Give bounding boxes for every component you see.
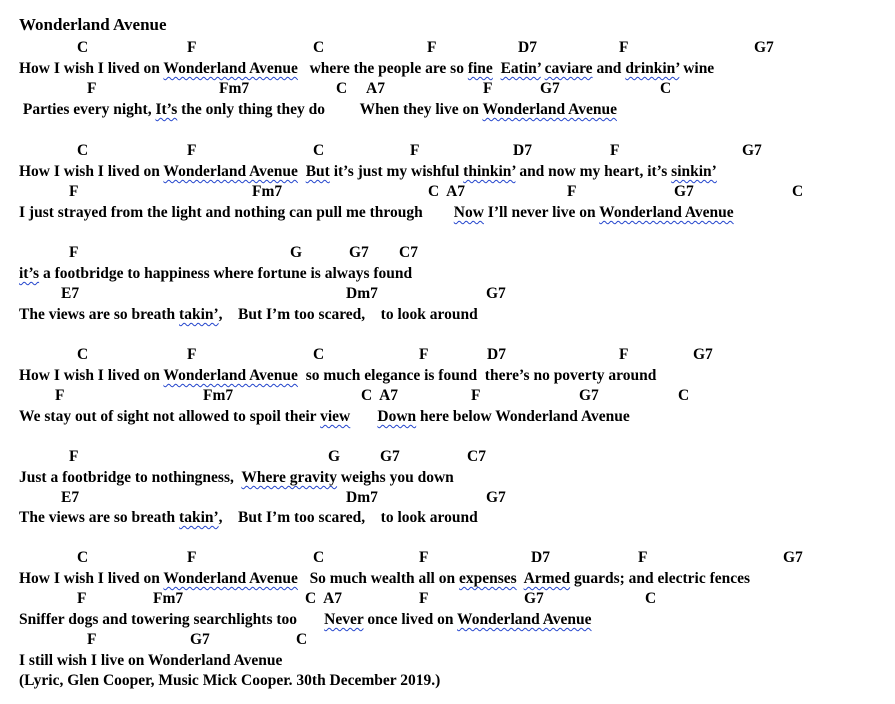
spell-flagged-word: sinkin’ — [671, 163, 717, 180]
lyric-line — [19, 366, 889, 385]
lyric-line — [19, 651, 889, 670]
chord-symbol: C — [77, 142, 89, 159]
chord-symbol: F — [87, 631, 97, 648]
lyric-line — [19, 407, 889, 426]
chord-symbol: F — [471, 387, 481, 404]
chord-symbol: G7 — [349, 244, 369, 261]
spell-flagged-word: thinkin’ — [463, 163, 516, 180]
chord-line — [19, 386, 889, 405]
lyric-text: and now my heart, it’s — [515, 163, 672, 180]
chord-symbol: C — [313, 39, 325, 56]
spell-flagged-word: Where gravity — [241, 469, 338, 486]
spell-flagged-word: caviare — [544, 60, 593, 77]
chord-symbol: F — [419, 346, 429, 363]
lyric-line — [19, 610, 889, 629]
lyric-text — [517, 570, 524, 587]
chord-symbol: Fm7 — [219, 80, 250, 97]
spell-flagged-word: Wonderland Avenue — [457, 611, 592, 628]
chord-symbol: F — [87, 80, 97, 97]
chord-symbol: F — [69, 183, 79, 200]
chord-symbol: C7 — [399, 244, 418, 261]
chord-line — [19, 589, 889, 608]
chord-symbol: C — [77, 549, 89, 566]
lyric-text: here below Wonderland Avenue — [416, 408, 630, 425]
chord-symbol: F — [427, 39, 437, 56]
lyric-line — [19, 305, 889, 324]
lyric-line — [19, 100, 889, 119]
spell-flagged-word: takin’ — [179, 306, 219, 323]
lyric-text: (Lyric, Glen Cooper, Music Mick Cooper. 30th December 2019.) — [19, 672, 441, 689]
chord-line — [19, 488, 889, 507]
lyric-line — [19, 671, 889, 690]
lyric-text: Sniffer dogs and towering searchlights too — [19, 611, 325, 628]
lyric-text: where the people are so — [297, 60, 468, 77]
chord-symbol: F — [187, 142, 197, 159]
lyric-line — [19, 59, 889, 78]
lyric-text: weighs you down — [337, 469, 454, 486]
lyric-line — [19, 264, 889, 283]
lyric-text: The views are so breath — [19, 306, 180, 323]
spell-flagged-word: takin’ — [179, 509, 219, 526]
chord-symbol: G7 — [540, 80, 560, 97]
chord-symbol: F — [187, 39, 197, 56]
song-title: Wonderland Avenue — [19, 15, 167, 34]
chord-line — [19, 284, 889, 303]
chord-symbol: F — [69, 448, 79, 465]
lyric-text: Parties every night, — [19, 101, 156, 118]
spell-flagged-word: Now — [453, 204, 484, 221]
chord-symbol: G7 — [783, 549, 803, 566]
chord-symbol: F — [567, 183, 577, 200]
chord-symbol: C — [678, 387, 690, 404]
chord-symbol: C — [313, 142, 325, 159]
lyric-text: guards; and electric fences — [570, 570, 751, 587]
chord-symbol: G7 — [380, 448, 400, 465]
chord-symbol: F — [610, 142, 620, 159]
chord-symbol: Dm7 — [346, 489, 378, 506]
chord-symbol: F — [483, 80, 493, 97]
chord-symbol: F — [419, 590, 429, 607]
spell-flagged-word: Eatin’ — [500, 60, 541, 77]
lyric-text: How I wish I lived on — [19, 60, 164, 77]
chord-line — [19, 243, 889, 262]
chord-line — [19, 345, 889, 364]
chord-symbol: G7 — [486, 285, 506, 302]
chord-symbol: C A7 — [428, 183, 466, 200]
chord-symbol: C7 — [467, 448, 486, 465]
chord-symbol: G7 — [742, 142, 762, 159]
spell-flagged-word: Down — [377, 408, 417, 425]
chord-symbol: C — [792, 183, 804, 200]
spell-flagged-word: drinkin’ — [625, 60, 680, 77]
lyric-text: I still wish I live on Wonderland Avenue — [19, 652, 283, 669]
chord-symbol: C — [313, 549, 325, 566]
lyric-text: I’ll never live on — [483, 204, 600, 221]
chord-symbol: E7 — [61, 285, 80, 302]
chord-symbol: C — [77, 346, 89, 363]
chord-symbol: G7 — [579, 387, 599, 404]
chord-line — [19, 141, 889, 160]
spell-flagged-word: Never — [324, 611, 364, 628]
chord-symbol: Fm7 — [203, 387, 234, 404]
spell-flagged-word: Wonderland Avenue — [482, 101, 617, 118]
spell-flagged-word: it’s — [19, 265, 40, 282]
lyric-text: it’s just my wishful — [329, 163, 464, 180]
lyric-text: a footbridge to happiness where fortune is always found — [39, 265, 413, 282]
chord-symbol: E7 — [61, 489, 80, 506]
lyric-text: How I wish I lived on — [19, 367, 164, 384]
chord-symbol: F — [55, 387, 65, 404]
chord-symbol: Fm7 — [153, 590, 184, 607]
spell-flagged-word: Wonderland Avenue — [163, 60, 298, 77]
lyric-text: and — [592, 60, 626, 77]
chord-line — [19, 79, 889, 98]
chord-symbol: F — [419, 549, 429, 566]
spell-flagged-word: It’s — [155, 101, 178, 118]
spell-flagged-word: Wonderland Avenue — [599, 204, 734, 221]
chord-symbol: G7 — [190, 631, 210, 648]
chord-symbol: G7 — [754, 39, 774, 56]
chord-symbol: F — [77, 590, 87, 607]
spell-flagged-word: view — [320, 408, 351, 425]
lyric-text: the only thing they do When they live on — [177, 101, 483, 118]
chord-symbol: G — [290, 244, 303, 261]
lyric-text — [298, 163, 306, 180]
lyric-line — [19, 162, 889, 181]
chord-symbol: D7 — [487, 346, 506, 363]
chord-line — [19, 182, 889, 201]
spell-flagged-word: Wonderland Avenue — [163, 570, 298, 587]
lyric-line — [19, 569, 889, 588]
chord-symbol: C — [313, 346, 325, 363]
chord-symbol: F — [187, 346, 197, 363]
lyric-text: How I wish I lived on — [19, 570, 164, 587]
lyric-text: So much wealth all on — [297, 570, 459, 587]
chord-symbol: D7 — [513, 142, 532, 159]
lyric-text: I just strayed from the light and nothing can pull me through — [19, 204, 454, 221]
chord-symbol: G7 — [486, 489, 506, 506]
lyric-line — [19, 468, 889, 487]
chord-line — [19, 548, 889, 567]
chord-symbol: Dm7 — [346, 285, 378, 302]
chord-symbol: C A7 — [361, 387, 399, 404]
chord-symbol: F — [619, 346, 629, 363]
chord-symbol: C — [336, 80, 348, 97]
chord-symbol: D7 — [531, 549, 550, 566]
chord-line — [19, 38, 889, 57]
chord-symbol: F — [638, 549, 648, 566]
lyric-text: How I wish I lived on — [19, 163, 164, 180]
lyric-text: wine — [679, 60, 715, 77]
chord-symbol: G — [328, 448, 341, 465]
spell-flagged-word: fine — [467, 60, 493, 77]
lyric-text: , But I’m too scared, to look around — [218, 509, 478, 526]
spell-flagged-word: Armed — [523, 570, 571, 587]
chord-symbol: F — [69, 244, 79, 261]
chord-symbol: F — [410, 142, 420, 159]
lyric-text: so much elegance is found there’s no poverty around — [297, 367, 657, 384]
chord-symbol: C A7 — [305, 590, 343, 607]
chord-line — [19, 630, 889, 649]
spell-flagged-word: Wonderland Avenue — [163, 163, 298, 180]
lyric-line — [19, 203, 889, 222]
lyric-text: once lived on — [363, 611, 458, 628]
chord-symbol: G7 — [524, 590, 544, 607]
chord-symbol: F — [187, 549, 197, 566]
chord-symbol: C — [77, 39, 89, 56]
lyric-text: The views are so breath — [19, 509, 180, 526]
lyric-text — [350, 408, 377, 425]
spell-flagged-word: expenses — [459, 570, 517, 587]
chord-line — [19, 447, 889, 466]
lyric-text: Just a footbridge to nothingness, — [19, 469, 242, 486]
chord-symbol: Fm7 — [252, 183, 283, 200]
spell-flagged-word: Wonderland Avenue — [163, 367, 298, 384]
chord-symbol: G7 — [693, 346, 713, 363]
lyric-text: We stay out of sight not allowed to spoil their — [19, 408, 321, 425]
chord-symbol: F — [619, 39, 629, 56]
chord-symbol: C — [296, 631, 308, 648]
chord-symbol: C — [660, 80, 672, 97]
chord-symbol: D7 — [518, 39, 537, 56]
chord-symbol: G7 — [674, 183, 694, 200]
spell-flagged-word: But — [305, 163, 330, 180]
chord-symbol: A7 — [366, 80, 385, 97]
chord-symbol: C — [645, 590, 657, 607]
lyric-text: , But I’m too scared, to look around — [218, 306, 478, 323]
lyric-text — [493, 60, 501, 77]
lyric-line — [19, 508, 889, 527]
